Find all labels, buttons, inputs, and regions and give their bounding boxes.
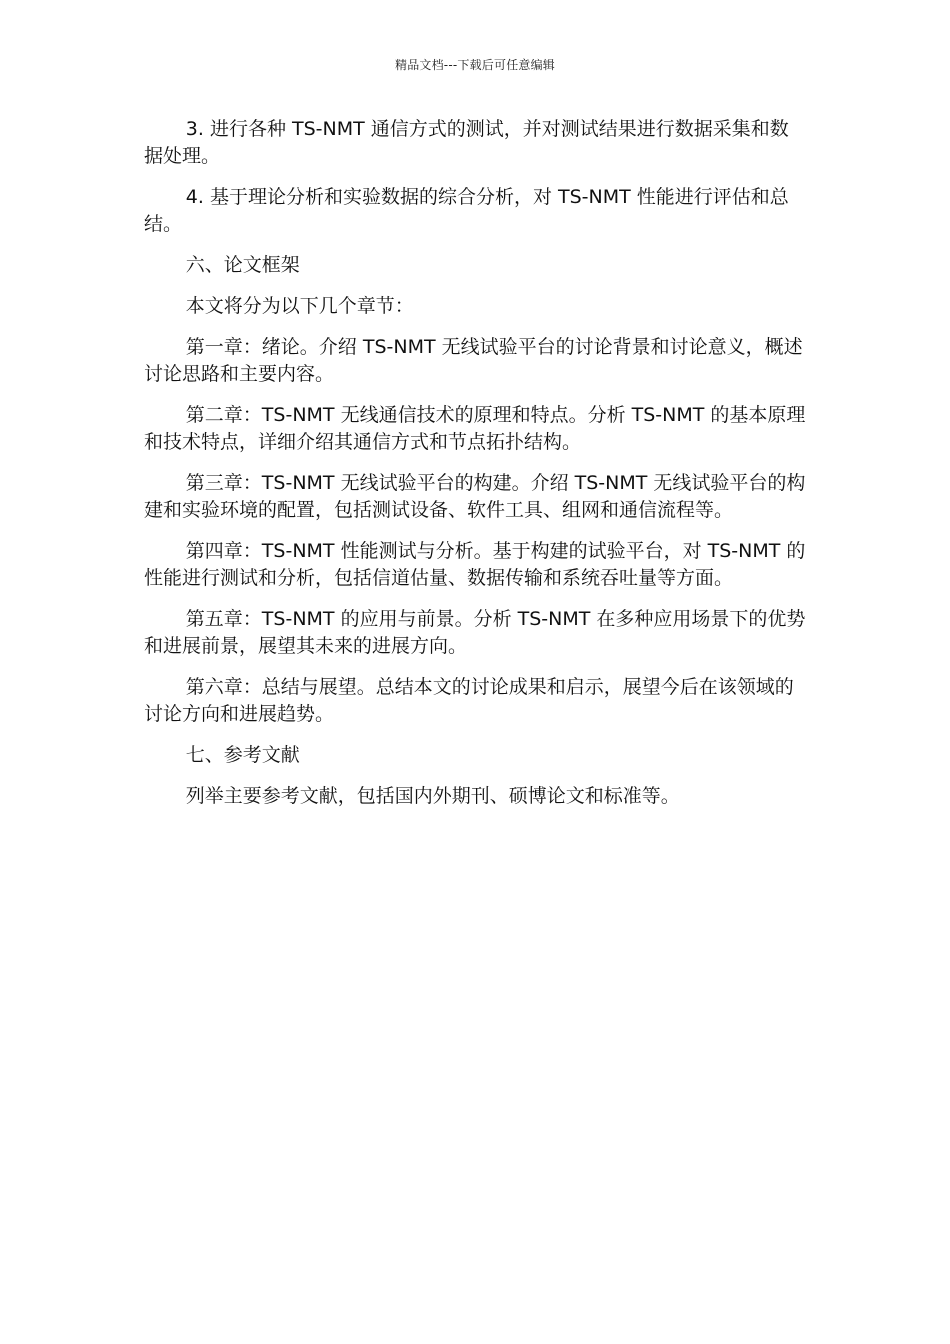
paragraph-chapter-5: 第五章：TS-NMT 的应用与前景。分析 TS-NMT 在多种应用场景下的优势和进展前景，展望其未来的进展方向。 <box>144 608 806 657</box>
paragraph-chapter-2: 第二章：TS-NMT 无线通信技术的原理和特点。分析 TS-NMT 的基本原理和技术特点，详细介绍其通信方式和节点拓扑结构。 <box>144 404 806 453</box>
document-body <box>144 116 806 824</box>
paragraph-chapter-3: 第三章：TS-NMT 无线试验平台的构建。介绍 TS-NMT 无线试验平台的构建和实验环境的配置，包括测试设备、软件工具、组网和通信流程等。 <box>144 472 806 521</box>
section-heading-framework: 六、论文框架 <box>185 254 300 276</box>
paragraph-chapter-4: 第四章：TS-NMT 性能测试与分析。基于构建的试验平台，对 TS-NMT 的性能进行测试和分析，包括信道估量、数据传输和系统吞吐量等方面。 <box>144 540 806 589</box>
paragraph-chapter-6: 第六章：总结与展望。总结本文的讨论成果和启示，展望今后在该领域的讨论方向和进展趋势。 <box>144 676 794 725</box>
section-heading-references: 七、参考文献 <box>185 744 300 766</box>
paragraph-chapter-1: 第一章：绪论。介绍 TS-NMT 无线试验平台的讨论背景和讨论意义，概述讨论思路和主要内容。 <box>144 336 803 385</box>
page-header: 精品文档---下载后可任意编辑 <box>395 58 555 72</box>
paragraph-item-4: 4. 基于理论分析和实验数据的综合分析，对 TS-NMT 性能进行评估和总结。 <box>144 186 789 235</box>
paragraph-intro-chapters: 本文将分为以下几个章节： <box>185 295 414 317</box>
paragraph-references: 列举主要参考文献，包括国内外期刊、硕博论文和标准等。 <box>185 785 680 807</box>
paragraph-item-3: 3. 进行各种 TS-NMT 通信方式的测试，并对测试结果进行数据采集和数据处理。 <box>144 118 789 167</box>
